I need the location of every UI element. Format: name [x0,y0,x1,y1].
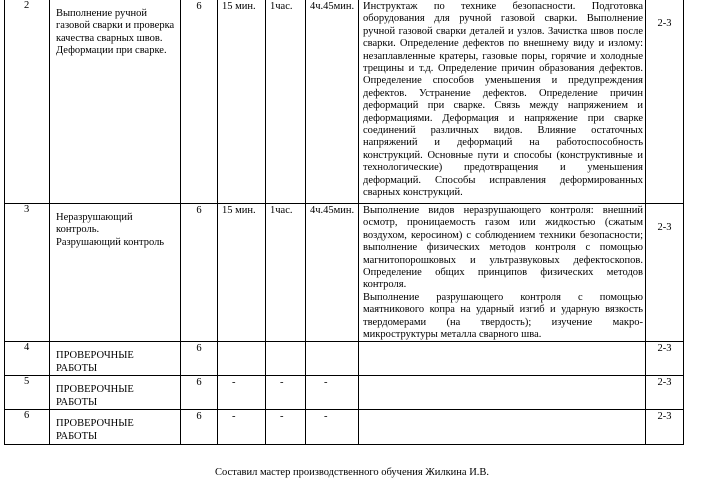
row-total: - [306,410,359,445]
row-topic: ПРОВЕРОЧНЫЕ РАБОТЫ [50,342,181,376]
table-row [5,376,684,410]
row-hours: 6 [181,204,218,342]
row-content [359,410,646,445]
row-level: 2-3 [646,376,684,410]
row-topic: ПРОВЕРОЧНЫЕ РАБОТЫ [50,410,181,445]
row-hour-unit: - [266,376,306,410]
row-level: 2-3 [646,0,684,204]
row-total: 4ч.45мин. [306,204,359,342]
row-number: 6 [5,410,50,445]
row-hour-unit: - [266,410,306,445]
row-content [359,376,646,410]
table-row [5,204,684,342]
row-duration: - [218,376,266,410]
row-total: - [306,376,359,410]
row-duration: - [218,410,266,445]
row-level: 2-3 [646,204,684,342]
row-hours: 6 [181,376,218,410]
row-topic: ПРОВЕРОЧНЫЕ РАБОТЫ [50,376,181,410]
table-row [5,410,684,445]
row-hour-unit: 1час. [266,204,306,342]
row-total [306,342,359,376]
row-total: 4ч.45мин. [306,0,359,204]
row-level: 2-3 [646,410,684,445]
topic-line: Разрушающий контроль [56,236,165,248]
row-duration [218,342,266,376]
row-hour-unit: 1час. [266,0,306,204]
row-content [359,204,646,342]
topic-line: Неразрушающий контроль. [56,212,133,236]
row-topic [50,204,181,342]
row-hours: 6 [181,342,218,376]
content-part: Выполнение видов неразрушающего контроля: внешний осмотр, проницаемость газом или жидкостью (сжатым воздухом, керосином) с соблюдением техники безопасности; выполнение физических методов контроля с помощью магнитопорошковых и ультразвуковых дефектоскопов. Определение общих принципов физических методов контроля. [363,205,643,291]
row-hours: 6 [181,410,218,445]
content-part: Определение причин деформаций при сварке. Связь между напряжением и деформациями. Деформация и напряжение при сварке соединений различных видов. Влияние остаточных напряжений и деформаций на работоспособность конструкций. Основные пути и способы (конструктивные и технологические) предотвращения и уменьшения деформаций. Способы исправления деформированных сварных конструкций. [363,87,643,199]
table-row [5,0,684,204]
author-footer: Составил мастер производственного обучения Жилкина И.В. [214,467,490,478]
row-number: 3 [5,204,50,342]
content-part: Инструктаж по технике безопасности. Подготовка оборудования для ручной газовой сварки. Выполнение ручной газовой сварки деталей и узлов. Зачистка швов после сварки. Определение дефектов по внешнему виду и излому: незаплавленные кратеры, газовые поры, горячие и холодные трещины и т.д. Определение причин образования дефектов. Определение способов уменьшения и предупреждения дефектов. Устранение дефектов. [363,1,643,99]
row-content [359,0,646,204]
curriculum-table [4,0,684,445]
table-row [5,342,684,376]
row-hour-unit [266,342,306,376]
row-duration: 15 мин. [218,0,266,204]
row-duration: 15 мин. [218,204,266,342]
content-part: Выполнение разрушающего контроля с помощью маятникового копра на ударный изгиб и ударную вязкость твердомерами (на твердость); изучение макро-микроструктуры металла сварного шва. [363,291,643,341]
row-number: 2 [5,0,50,204]
row-content [359,342,646,376]
row-level: 2-3 [646,342,684,376]
row-number: 4 [5,342,50,376]
row-number: 5 [5,376,50,410]
row-hours: 6 [181,0,218,204]
row-topic: Выполнение ручной газовой сварки и проверка качества сварных швов. Деформации при сварке. [50,0,181,204]
